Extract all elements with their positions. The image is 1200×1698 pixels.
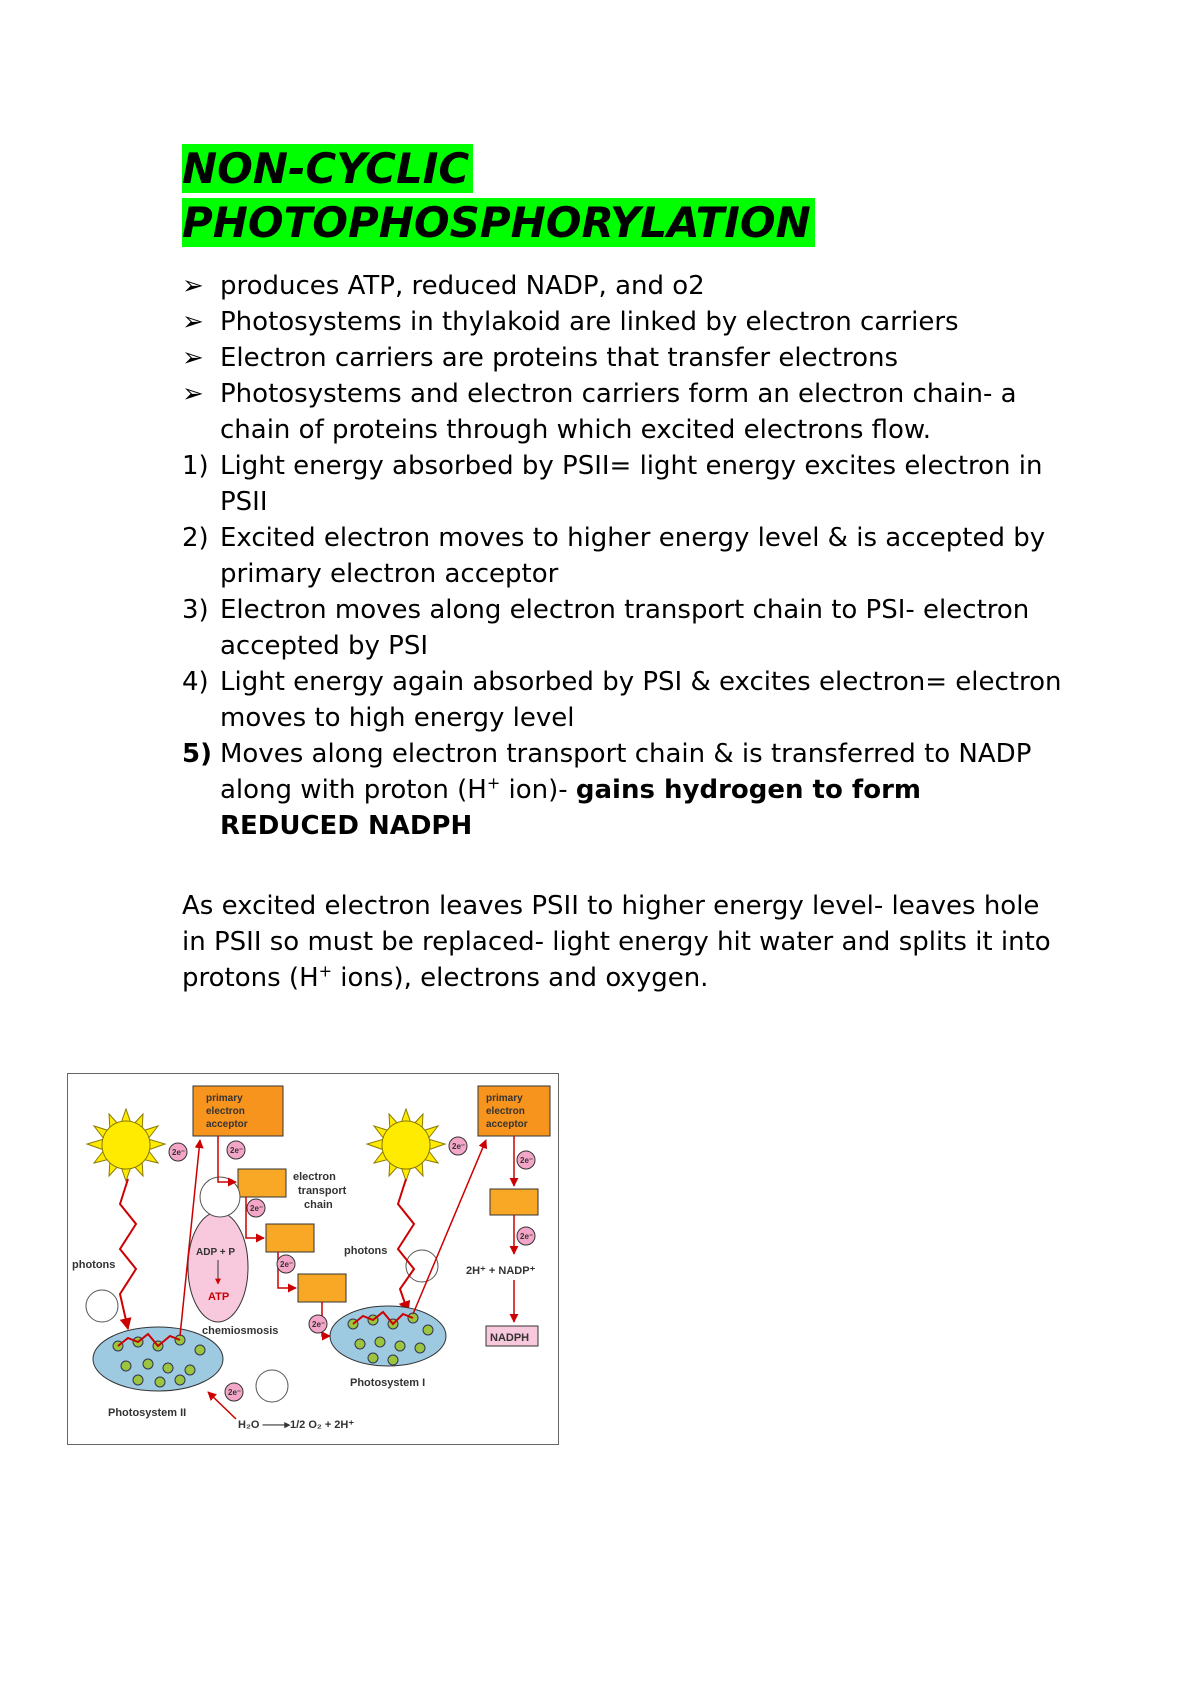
acceptor-label: acceptor — [206, 1119, 248, 1130]
step-item — [182, 736, 1062, 844]
adp-label: ADP + P — [196, 1247, 235, 1258]
bullet-text: Photosystems in thylakoid are linked by electron carriers — [220, 307, 959, 337]
photosystem-ii-label: Photosystem II — [108, 1407, 187, 1419]
bullet-item — [182, 340, 1062, 376]
electron-label: 2e⁻ — [520, 1232, 534, 1241]
empty-circle — [86, 1290, 118, 1322]
paragraph-text: As excited electron leaves PSII to higher energy level- leaves hole in PSII so must be replaced- light energy hit water and splits it into protons (H — [182, 891, 1051, 993]
step-text: Electron moves along electron transport chain to PSI- electron accepted by PSI — [220, 595, 1030, 661]
photons-label: photons — [72, 1259, 116, 1271]
step-number: 3) — [182, 595, 209, 625]
superscript-plus: + — [318, 961, 333, 981]
chemiosmosis-label: chemiosmosis — [202, 1325, 279, 1337]
photophosphorylation-diagram — [67, 1073, 559, 1445]
photosystem-i-label: Photosystem I — [350, 1377, 426, 1389]
step-number: 2) — [182, 523, 209, 553]
arrow-bullet-icon: ➢ — [182, 343, 204, 373]
electron-carrier-box — [238, 1169, 286, 1197]
photons-label: photons — [344, 1245, 388, 1257]
step-text: Excited electron moves to higher energy level & is accepted by primary electron acceptor — [220, 523, 1046, 589]
etc-label: electron — [293, 1171, 336, 1183]
acceptor-label: primary — [486, 1093, 523, 1104]
electron-label: 2e⁻ — [452, 1142, 466, 1151]
bullet-text: Photosystems and electron carriers form an electron chain- a chain of proteins through which excited electrons flow. — [220, 379, 1017, 445]
electron-carrier-box — [490, 1189, 538, 1215]
empty-circle — [256, 1370, 288, 1402]
arrow-bullet-icon: ➢ — [182, 307, 204, 337]
notes-list — [182, 268, 1062, 844]
diagram-svg — [68, 1074, 558, 1444]
title-line-1: NON-CYCLIC — [182, 144, 473, 193]
step-item — [182, 448, 1062, 520]
bullet-text: Electron carriers are proteins that transfer electrons — [220, 343, 899, 373]
acceptor-label: electron — [486, 1106, 525, 1117]
step-item — [182, 592, 1062, 664]
photon-arrow — [120, 1179, 136, 1329]
electron-label: 2e⁻ — [250, 1204, 264, 1213]
bullet-text: produces ATP, reduced NADP, and o2 — [220, 271, 705, 301]
bullet-item — [182, 268, 1062, 304]
acceptor-label: electron — [206, 1106, 245, 1117]
step-text: Light energy absorbed by PSII= light energy excites electron in PSII — [220, 451, 1043, 517]
electron-label: 2e⁻ — [312, 1320, 326, 1329]
step-number: 1) — [182, 451, 209, 481]
empty-circle — [200, 1177, 240, 1217]
sun-icon — [367, 1109, 445, 1181]
electron-arrow — [413, 1140, 486, 1314]
step-text-cont: ion)- — [500, 775, 576, 805]
acceptor-label: acceptor — [486, 1119, 528, 1130]
step-text: Light energy again absorbed by PSI & excites electron= electron moves to high energy level — [220, 667, 1062, 733]
arrow-bullet-icon: ➢ — [182, 271, 204, 301]
electron-carrier-box — [298, 1274, 346, 1302]
photosystem-i — [330, 1306, 446, 1366]
etc-label: transport — [298, 1185, 347, 1197]
step-text: Moves along electron transport chain & is transferred to NADP along with proton (H — [220, 739, 1032, 805]
nadp-equation: 2H⁺ + NADP⁺ — [466, 1265, 536, 1277]
electron-label: 2e⁻ — [520, 1156, 534, 1165]
bullet-item — [182, 304, 1062, 340]
step-number: 5) — [182, 739, 212, 769]
sun-icon — [87, 1109, 165, 1181]
page-title — [182, 142, 815, 250]
acceptor-label: primary — [206, 1093, 243, 1104]
step-item — [182, 520, 1062, 592]
etc-label: chain — [304, 1199, 333, 1211]
electron-label: 2e⁻ — [280, 1260, 294, 1269]
electron-label: 2e⁻ — [172, 1148, 186, 1157]
photon-arrow — [398, 1179, 414, 1312]
water-equation: H₂O ——▸1/2 O₂ + 2H⁺ — [238, 1419, 355, 1431]
step-item — [182, 664, 1062, 736]
electron-label: 2e⁻ — [230, 1146, 244, 1155]
step-bold-text: gains hydrogen to form REDUCED NADPH — [220, 775, 921, 841]
bullet-item — [182, 376, 1062, 448]
electron-carrier-box — [266, 1224, 314, 1252]
paragraph-text-cont: ions), electrons and oxygen. — [332, 963, 709, 993]
nadph-label: NADPH — [490, 1332, 530, 1344]
step-number: 4) — [182, 667, 209, 697]
title-line-2: PHOTOPHOSPHORYLATION — [182, 198, 815, 247]
electron-label: 2e⁻ — [228, 1388, 242, 1397]
superscript-plus: + — [486, 773, 501, 793]
arrow-bullet-icon: ➢ — [182, 379, 204, 409]
atp-label: ATP — [208, 1291, 230, 1303]
explanation-paragraph — [182, 888, 1062, 996]
